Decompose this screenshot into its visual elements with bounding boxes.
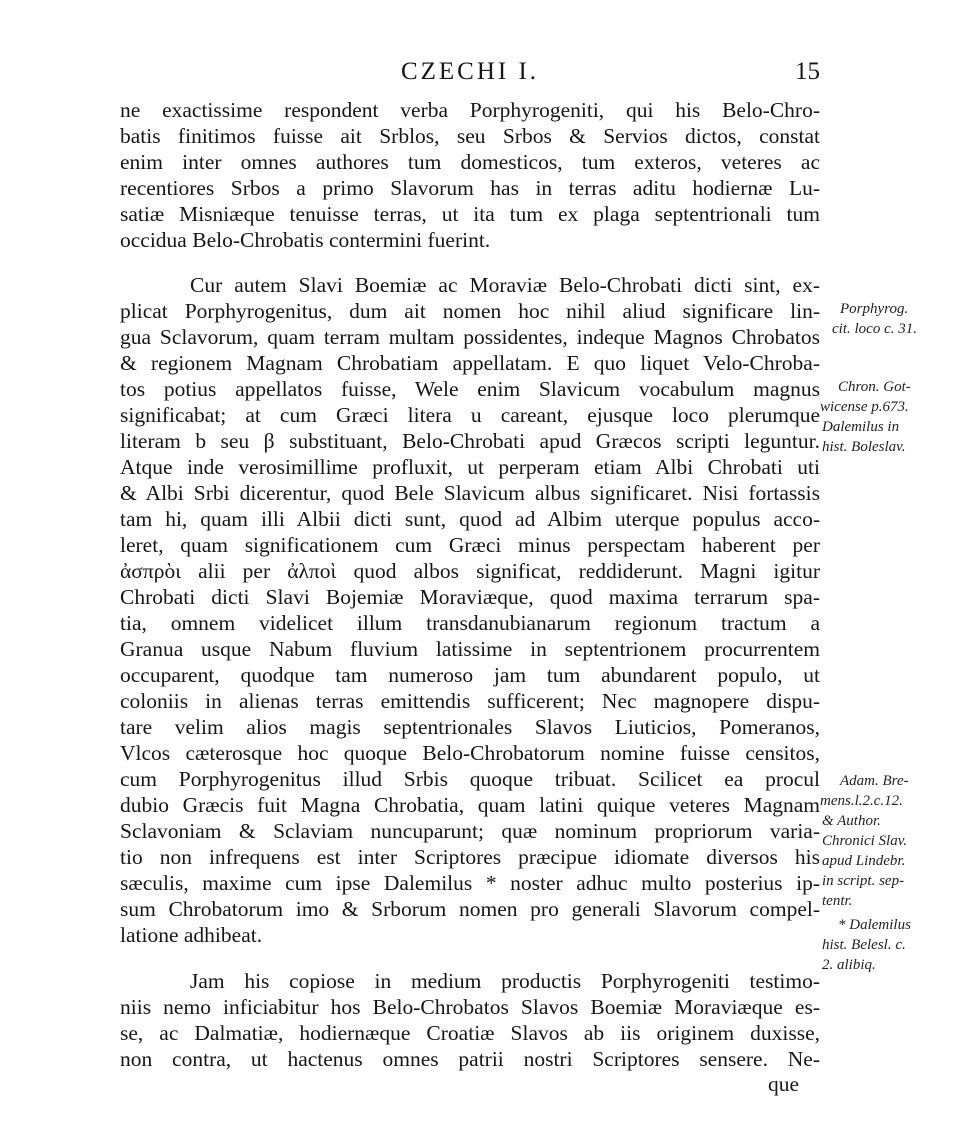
text-line: ne exactissime respondent verba Porphyrogeniti, qui his Belo-Chro- bbox=[120, 98, 820, 122]
marginal-note: Chronici Slav. bbox=[822, 833, 907, 849]
text-line: Granua usque Nabum fluvium latissime in septentrionem procurrentem bbox=[120, 637, 820, 661]
marginal-note: * Dalemilus bbox=[838, 917, 911, 933]
marginal-note: apud Lindebr. bbox=[822, 853, 906, 869]
running-title: CZECHI I. bbox=[400, 58, 540, 85]
text-line: tam hi, quam illi Albii dicti sunt, quod ad Albim uterque populus acco- bbox=[120, 507, 820, 531]
text-line: dubio Græcis fuit Magna Chrobatia, quam latini quique veteres Magnam bbox=[120, 793, 820, 817]
text-line: niis nemo inficiabitur hos Belo-Chrobatos Slavos Boemiæ Moraviæque es- bbox=[120, 995, 820, 1019]
marginal-note: hist. Belesl. c. bbox=[822, 937, 906, 953]
text-line: Vlcos cæterosque hoc quoque Belo-Chrobatorum nomine fuisse censitos, bbox=[120, 741, 820, 765]
text-line: Jam his copiose in medium productis Porphyrogeniti testimo- bbox=[190, 969, 820, 993]
marginal-note: tentr. bbox=[822, 893, 853, 909]
text-line: tare velim alios magis septentrionales Slavos Liuticios, Pomeranos, bbox=[120, 715, 820, 739]
text-line: coloniis in alienas terras emittendis sufficerent; Nec magnopere dispu- bbox=[120, 689, 820, 713]
marginal-note: cit. loco c. 31. bbox=[832, 321, 917, 337]
text-line: & Albi Srbi dicerentur, quod Bele Slavicum albus significaret. Nisi fortassis bbox=[120, 481, 820, 505]
text-line: gua Sclavorum, quam terram multam possidentes, indeque Magnos Chrobatos bbox=[120, 325, 820, 349]
text-line: recentiores Srbos a primo Slavorum has in terras aditu hodiernæ Lu- bbox=[120, 176, 820, 200]
marginal-note: & Author. bbox=[822, 813, 881, 829]
text-line: batis finitimos fuisse ait Srblos, seu Srbos & Servios dictos, constat bbox=[120, 124, 820, 148]
text-line: ἀσπρὸι alii per ἀλποὶ quod albos significat, reddiderunt. Magni igitur bbox=[120, 559, 820, 583]
text-line: cum Porphyrogenitus illud Srbis quoque tribuat. Scilicet ea procul bbox=[120, 767, 820, 791]
marginal-note: in script. sep- bbox=[822, 873, 905, 889]
marginal-note: mens.l.2.c.12. bbox=[820, 793, 903, 809]
text-line: non contra, ut hactenus omnes patrii nostri Scriptores sensere. Ne- bbox=[120, 1047, 820, 1071]
page-number: 15 bbox=[795, 58, 820, 85]
text-line: latione adhibeat. bbox=[120, 923, 263, 947]
text-line: enim inter omnes authores tum domesticos, tum exteros, veteres ac bbox=[120, 150, 820, 174]
text-line: occuparent, quodque tam numeroso jam tum abundarent populo, ut bbox=[120, 663, 820, 687]
text-line: Sclavoniam & Sclaviam nuncuparunt; quæ nominum propriorum varia- bbox=[120, 819, 820, 843]
text-line: satiæ Misniæque tenuisse terras, ut ita tum ex plaga septentrionali tum bbox=[120, 202, 820, 226]
text-line: tio non infrequens est inter Scriptores præcipue idiomate diversos his bbox=[120, 845, 820, 869]
page-header bbox=[120, 58, 820, 98]
text-line: leret, quam significationem cum Græci minus perspectam haberent per bbox=[120, 533, 820, 557]
text-line: & regionem Magnam Chrobatiam appellatam. E quo liquet Velo-Chroba- bbox=[120, 351, 820, 375]
marginal-note: hist. Boleslav. bbox=[822, 439, 906, 455]
text-line: Cur autem Slavi Boemiæ ac Moraviæ Belo-Chrobati dicti sint, ex- bbox=[190, 273, 820, 297]
text-line: sæculis, maxime cum ipse Dalemilus * noster adhuc multo posterius ip- bbox=[120, 871, 820, 895]
text-line: sum Chrobatorum imo & Srborum nomen pro generali Slavorum compel- bbox=[120, 897, 820, 921]
text-line: tia, omnem videlicet illum transdanubianarum regionum tractum a bbox=[120, 611, 820, 635]
marginal-note: 2. alibiq. bbox=[822, 957, 876, 973]
text-line: occidua Belo-Chrobatis contermini fuerint. bbox=[120, 228, 491, 252]
text-line: tos potius appellatos fuisse, Wele enim Slavicum vocabulum magnus bbox=[120, 377, 820, 401]
text-line: plicat Porphyrogenitus, dum ait nomen hoc nihil aliud significare lin- bbox=[120, 299, 820, 323]
marginal-note: Adam. Bre- bbox=[840, 773, 909, 789]
marginal-note: Dalemilus in bbox=[822, 419, 900, 435]
catchword: que bbox=[768, 1072, 800, 1096]
text-line: significabat; at cum Græci litera u careant, ejusque loco plerumque bbox=[120, 403, 820, 427]
marginal-note: Porphyrog. bbox=[840, 301, 909, 317]
marginal-note: wicense p.673. bbox=[820, 399, 909, 415]
text-line: literam b seu β substituant, Belo-Chrobati apud Græcos scripti leguntur. bbox=[120, 429, 820, 453]
marginal-note: Chron. Got- bbox=[838, 379, 911, 395]
text-line: Atque inde verosimillime profluxit, ut perperam etiam Albi Chrobati uti bbox=[120, 455, 820, 479]
text-line: Chrobati dicti Slavi Bojemiæ Moraviæque, quod maxima terrarum spa- bbox=[120, 585, 820, 609]
text-line: se, ac Dalmatiæ, hodiernæque Croatiæ Slavos ab iis originem duxisse, bbox=[120, 1021, 820, 1045]
